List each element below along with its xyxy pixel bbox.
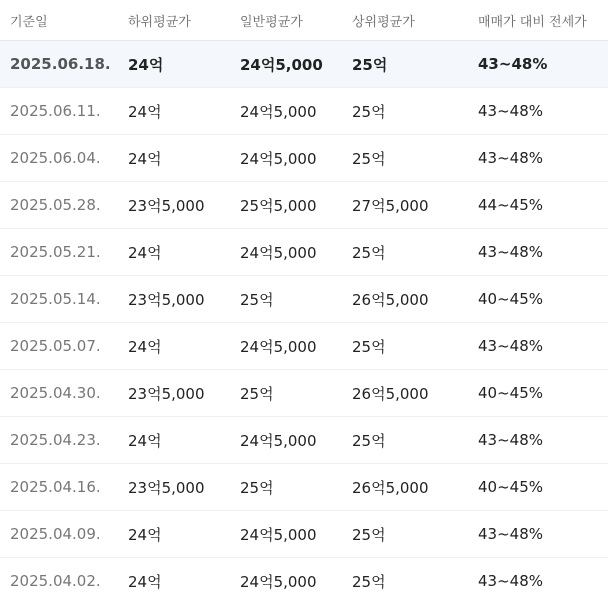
cell-low-average: 24억 — [118, 88, 230, 135]
cell-jeonse-ratio: 43~48% — [468, 323, 608, 370]
cell-date: 2025.05.21. — [0, 229, 118, 276]
cell-general-average: 24억5,000 — [230, 41, 342, 88]
header-date: 기준일 — [0, 0, 118, 41]
cell-low-average: 23억5,000 — [118, 182, 230, 229]
cell-low-average: 23억5,000 — [118, 276, 230, 323]
cell-low-average: 23억5,000 — [118, 370, 230, 417]
cell-date: 2025.04.02. — [0, 558, 118, 604]
header-general-average: 일반평균가 — [230, 0, 342, 41]
cell-date: 2025.04.16. — [0, 464, 118, 511]
cell-general-average: 24억5,000 — [230, 417, 342, 464]
cell-low-average: 24억 — [118, 558, 230, 604]
cell-high-average: 26억5,000 — [342, 370, 468, 417]
cell-low-average: 24억 — [118, 229, 230, 276]
table-body — [0, 41, 608, 604]
cell-high-average: 25억 — [342, 41, 468, 88]
cell-date: 2025.05.07. — [0, 323, 118, 370]
table-row[interactable] — [0, 135, 608, 182]
cell-high-average: 25억 — [342, 323, 468, 370]
cell-date: 2025.04.30. — [0, 370, 118, 417]
cell-low-average: 24억 — [118, 323, 230, 370]
cell-high-average: 25억 — [342, 88, 468, 135]
cell-date: 2025.04.09. — [0, 511, 118, 558]
table-row[interactable] — [0, 88, 608, 135]
cell-jeonse-ratio: 43~48% — [468, 417, 608, 464]
cell-high-average: 27억5,000 — [342, 182, 468, 229]
table-row[interactable] — [0, 464, 608, 511]
cell-general-average: 25억 — [230, 370, 342, 417]
header-row — [0, 0, 608, 41]
cell-jeonse-ratio: 40~45% — [468, 464, 608, 511]
cell-jeonse-ratio: 43~48% — [468, 511, 608, 558]
cell-low-average: 23억5,000 — [118, 464, 230, 511]
cell-high-average: 25억 — [342, 511, 468, 558]
cell-general-average: 24억5,000 — [230, 88, 342, 135]
cell-high-average: 26억5,000 — [342, 276, 468, 323]
cell-low-average: 24억 — [118, 417, 230, 464]
table-header — [0, 0, 608, 41]
cell-date: 2025.04.23. — [0, 417, 118, 464]
cell-general-average: 24억5,000 — [230, 135, 342, 182]
cell-low-average: 24억 — [118, 135, 230, 182]
cell-jeonse-ratio: 43~48% — [468, 88, 608, 135]
cell-general-average: 24억5,000 — [230, 229, 342, 276]
cell-general-average: 25억5,000 — [230, 182, 342, 229]
cell-high-average: 25억 — [342, 135, 468, 182]
cell-general-average: 25억 — [230, 276, 342, 323]
cell-general-average: 24억5,000 — [230, 511, 342, 558]
table-row[interactable] — [0, 370, 608, 417]
cell-general-average: 24억5,000 — [230, 323, 342, 370]
cell-jeonse-ratio: 40~45% — [468, 276, 608, 323]
cell-date: 2025.06.11. — [0, 88, 118, 135]
header-high-average: 상위평균가 — [342, 0, 468, 41]
cell-jeonse-ratio: 44~45% — [468, 182, 608, 229]
cell-jeonse-ratio: 43~48% — [468, 41, 608, 88]
table-row[interactable] — [0, 323, 608, 370]
cell-date: 2025.06.18. — [0, 41, 118, 88]
cell-low-average: 24억 — [118, 511, 230, 558]
table-row[interactable] — [0, 182, 608, 229]
cell-high-average: 25억 — [342, 229, 468, 276]
cell-high-average: 25억 — [342, 558, 468, 604]
table-row[interactable] — [0, 511, 608, 558]
cell-date: 2025.05.14. — [0, 276, 118, 323]
cell-jeonse-ratio: 43~48% — [468, 229, 608, 276]
cell-jeonse-ratio: 43~48% — [468, 558, 608, 604]
table-row[interactable] — [0, 41, 608, 88]
table-row[interactable] — [0, 417, 608, 464]
cell-jeonse-ratio: 43~48% — [468, 135, 608, 182]
cell-jeonse-ratio: 40~45% — [468, 370, 608, 417]
table-row[interactable] — [0, 276, 608, 323]
cell-high-average: 26억5,000 — [342, 464, 468, 511]
cell-date: 2025.06.04. — [0, 135, 118, 182]
table-row[interactable] — [0, 229, 608, 276]
table-row[interactable] — [0, 558, 608, 604]
cell-general-average: 25억 — [230, 464, 342, 511]
cell-high-average: 25억 — [342, 417, 468, 464]
cell-date: 2025.05.28. — [0, 182, 118, 229]
cell-low-average: 24억 — [118, 41, 230, 88]
header-low-average: 하위평균가 — [118, 0, 230, 41]
cell-general-average: 24억5,000 — [230, 558, 342, 604]
header-jeonse-ratio: 매매가 대비 전세가 — [468, 0, 608, 41]
